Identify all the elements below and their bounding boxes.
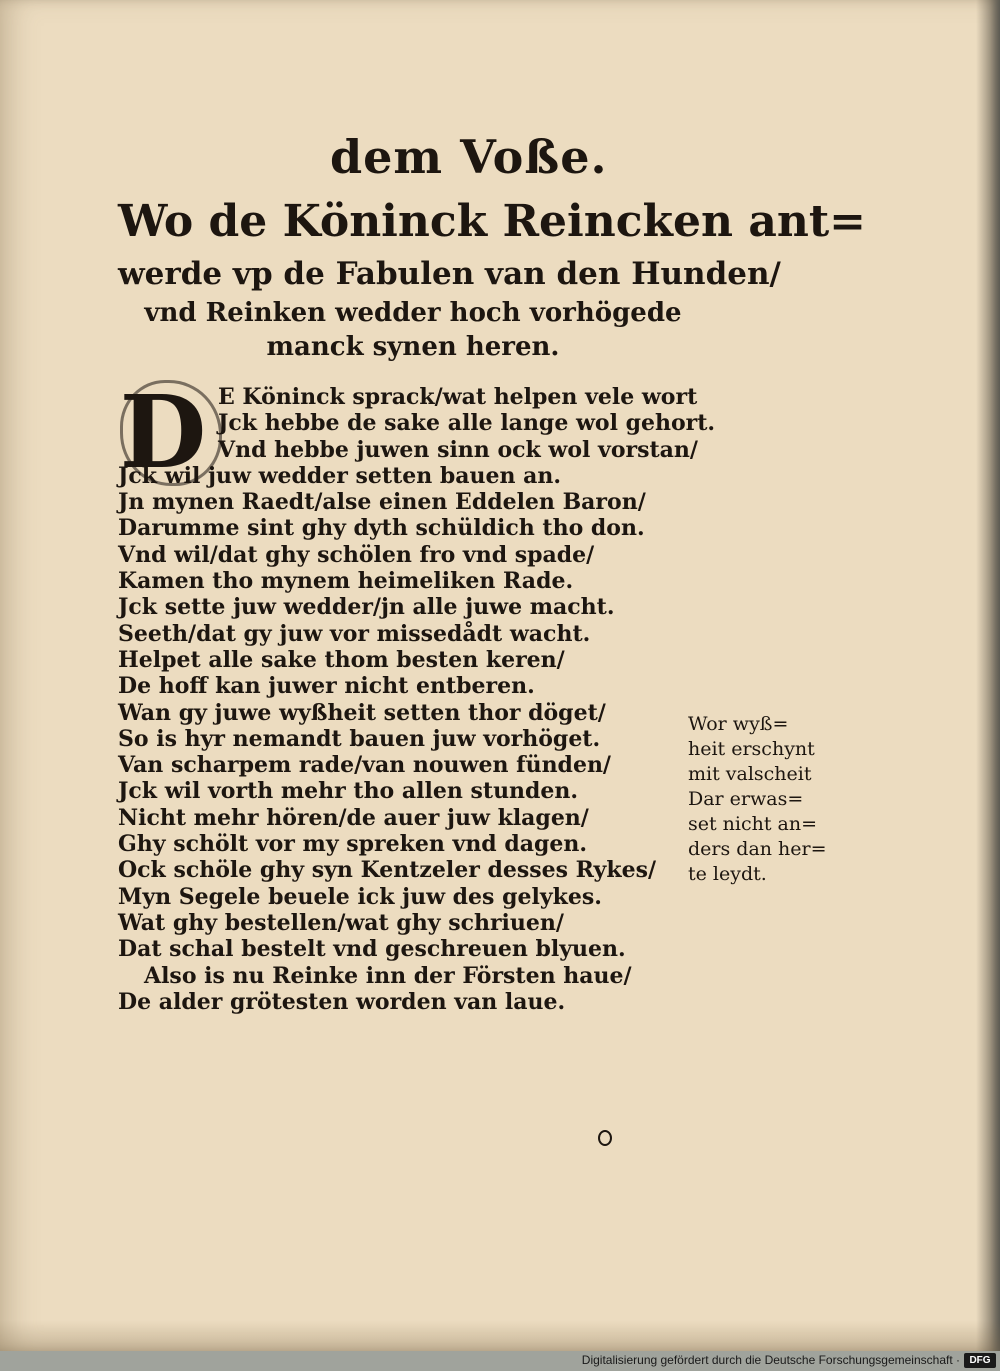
verse-line: Ock schöle ghy syn Kentzeler desses Rykes/ <box>118 857 656 884</box>
dfg-logo: DFG <box>964 1353 996 1368</box>
verse-line: Vnd wil/dat ghy schölen fro vnd spade/ <box>118 541 595 568</box>
marginal-line: heit erschynt <box>688 738 815 760</box>
chapter-title <box>118 192 867 364</box>
title-line-1: Wo de Köninck Reincken ant= <box>118 196 867 247</box>
page-edge-shadow <box>976 0 1000 1351</box>
verse-line: Jck sette juw wedder/jn alle juwe macht. <box>118 594 615 621</box>
verse-line: Kamen tho mynem heimeliken Rade. <box>118 568 574 595</box>
title-line-4: manck synen heren. <box>266 332 560 362</box>
verse-line: Jck wil juw wedder setten bauen an. <box>118 462 562 489</box>
verse-block <box>118 373 716 1015</box>
marginal-line: ders dan her= <box>688 838 827 860</box>
page-bottom-shadow <box>0 1320 1000 1351</box>
verse-line: Van scharpem rade/van nouwen fünden/ <box>118 752 611 779</box>
verse-line: De alder grötesten worden van laue. <box>118 988 566 1015</box>
verse-line: E Köninck sprack/wat helpen vele wort <box>218 384 698 410</box>
marginal-line: Dar erwas= <box>688 788 804 810</box>
verse-line: Also is nu Reinke inn der Försten haue/ <box>144 962 632 989</box>
funding-credit: Digitalisierung gefördert durch die Deutsche Forschungsgemeinschaft · <box>581 1353 960 1367</box>
verse-line: Helpet alle sake thom besten keren/ <box>118 646 565 673</box>
verse-line: Seeth/dat gy juw vor missedådt wacht. <box>118 620 591 647</box>
verse-line: Jck wil vorth mehr tho allen stunden. <box>118 778 579 805</box>
verse-line: De hoff kan juwer nicht entberen. <box>118 673 535 700</box>
footer-bar <box>0 1351 1000 1371</box>
running-head: dem Voße. <box>330 130 608 184</box>
verse-line: So is hyr nemandt bauen juw vorhöget. <box>118 725 601 752</box>
verse-line: Myn Segele beuele ick juw des gelykes. <box>118 883 602 910</box>
title-line-2: werde vp de Fabulen van den Hunden/ <box>118 256 781 292</box>
marginal-line: mit valscheit <box>688 763 812 785</box>
verse-line: Vnd hebbe juwen sinn ock wol vorstan/ <box>218 436 698 463</box>
marginal-line: Wor wyß= <box>688 713 789 735</box>
end-ornament-icon <box>598 1130 612 1146</box>
marginal-line: set nicht an= <box>688 813 818 835</box>
verse-line: Dat schal bestelt vnd geschreuen blyuen. <box>118 936 626 963</box>
title-line-3: vnd Reinken wedder hoch vorhögede <box>144 298 682 328</box>
marginal-note <box>688 712 840 887</box>
drop-cap-initial: D <box>119 373 207 491</box>
verse-line: Jck hebbe de sake alle lange wol gehort. <box>218 410 716 437</box>
verse-line: Wan gy juwe wyßheit setten thor döget/ <box>118 699 606 726</box>
verse-line: Wat ghy bestellen/wat ghy schriuen/ <box>118 909 564 936</box>
verse-line: Ghy schölt vor my spreken vnd dagen. <box>118 831 588 858</box>
verse-line: Jn mynen Raedt/alse einen Eddelen Baron/ <box>118 489 646 516</box>
verse-line: Darumme sint ghy dyth schüldich tho don. <box>118 515 645 542</box>
verse-line: Nicht mehr hören/de auer juw klagen/ <box>118 804 589 831</box>
marginal-line: te leydt. <box>688 863 767 885</box>
